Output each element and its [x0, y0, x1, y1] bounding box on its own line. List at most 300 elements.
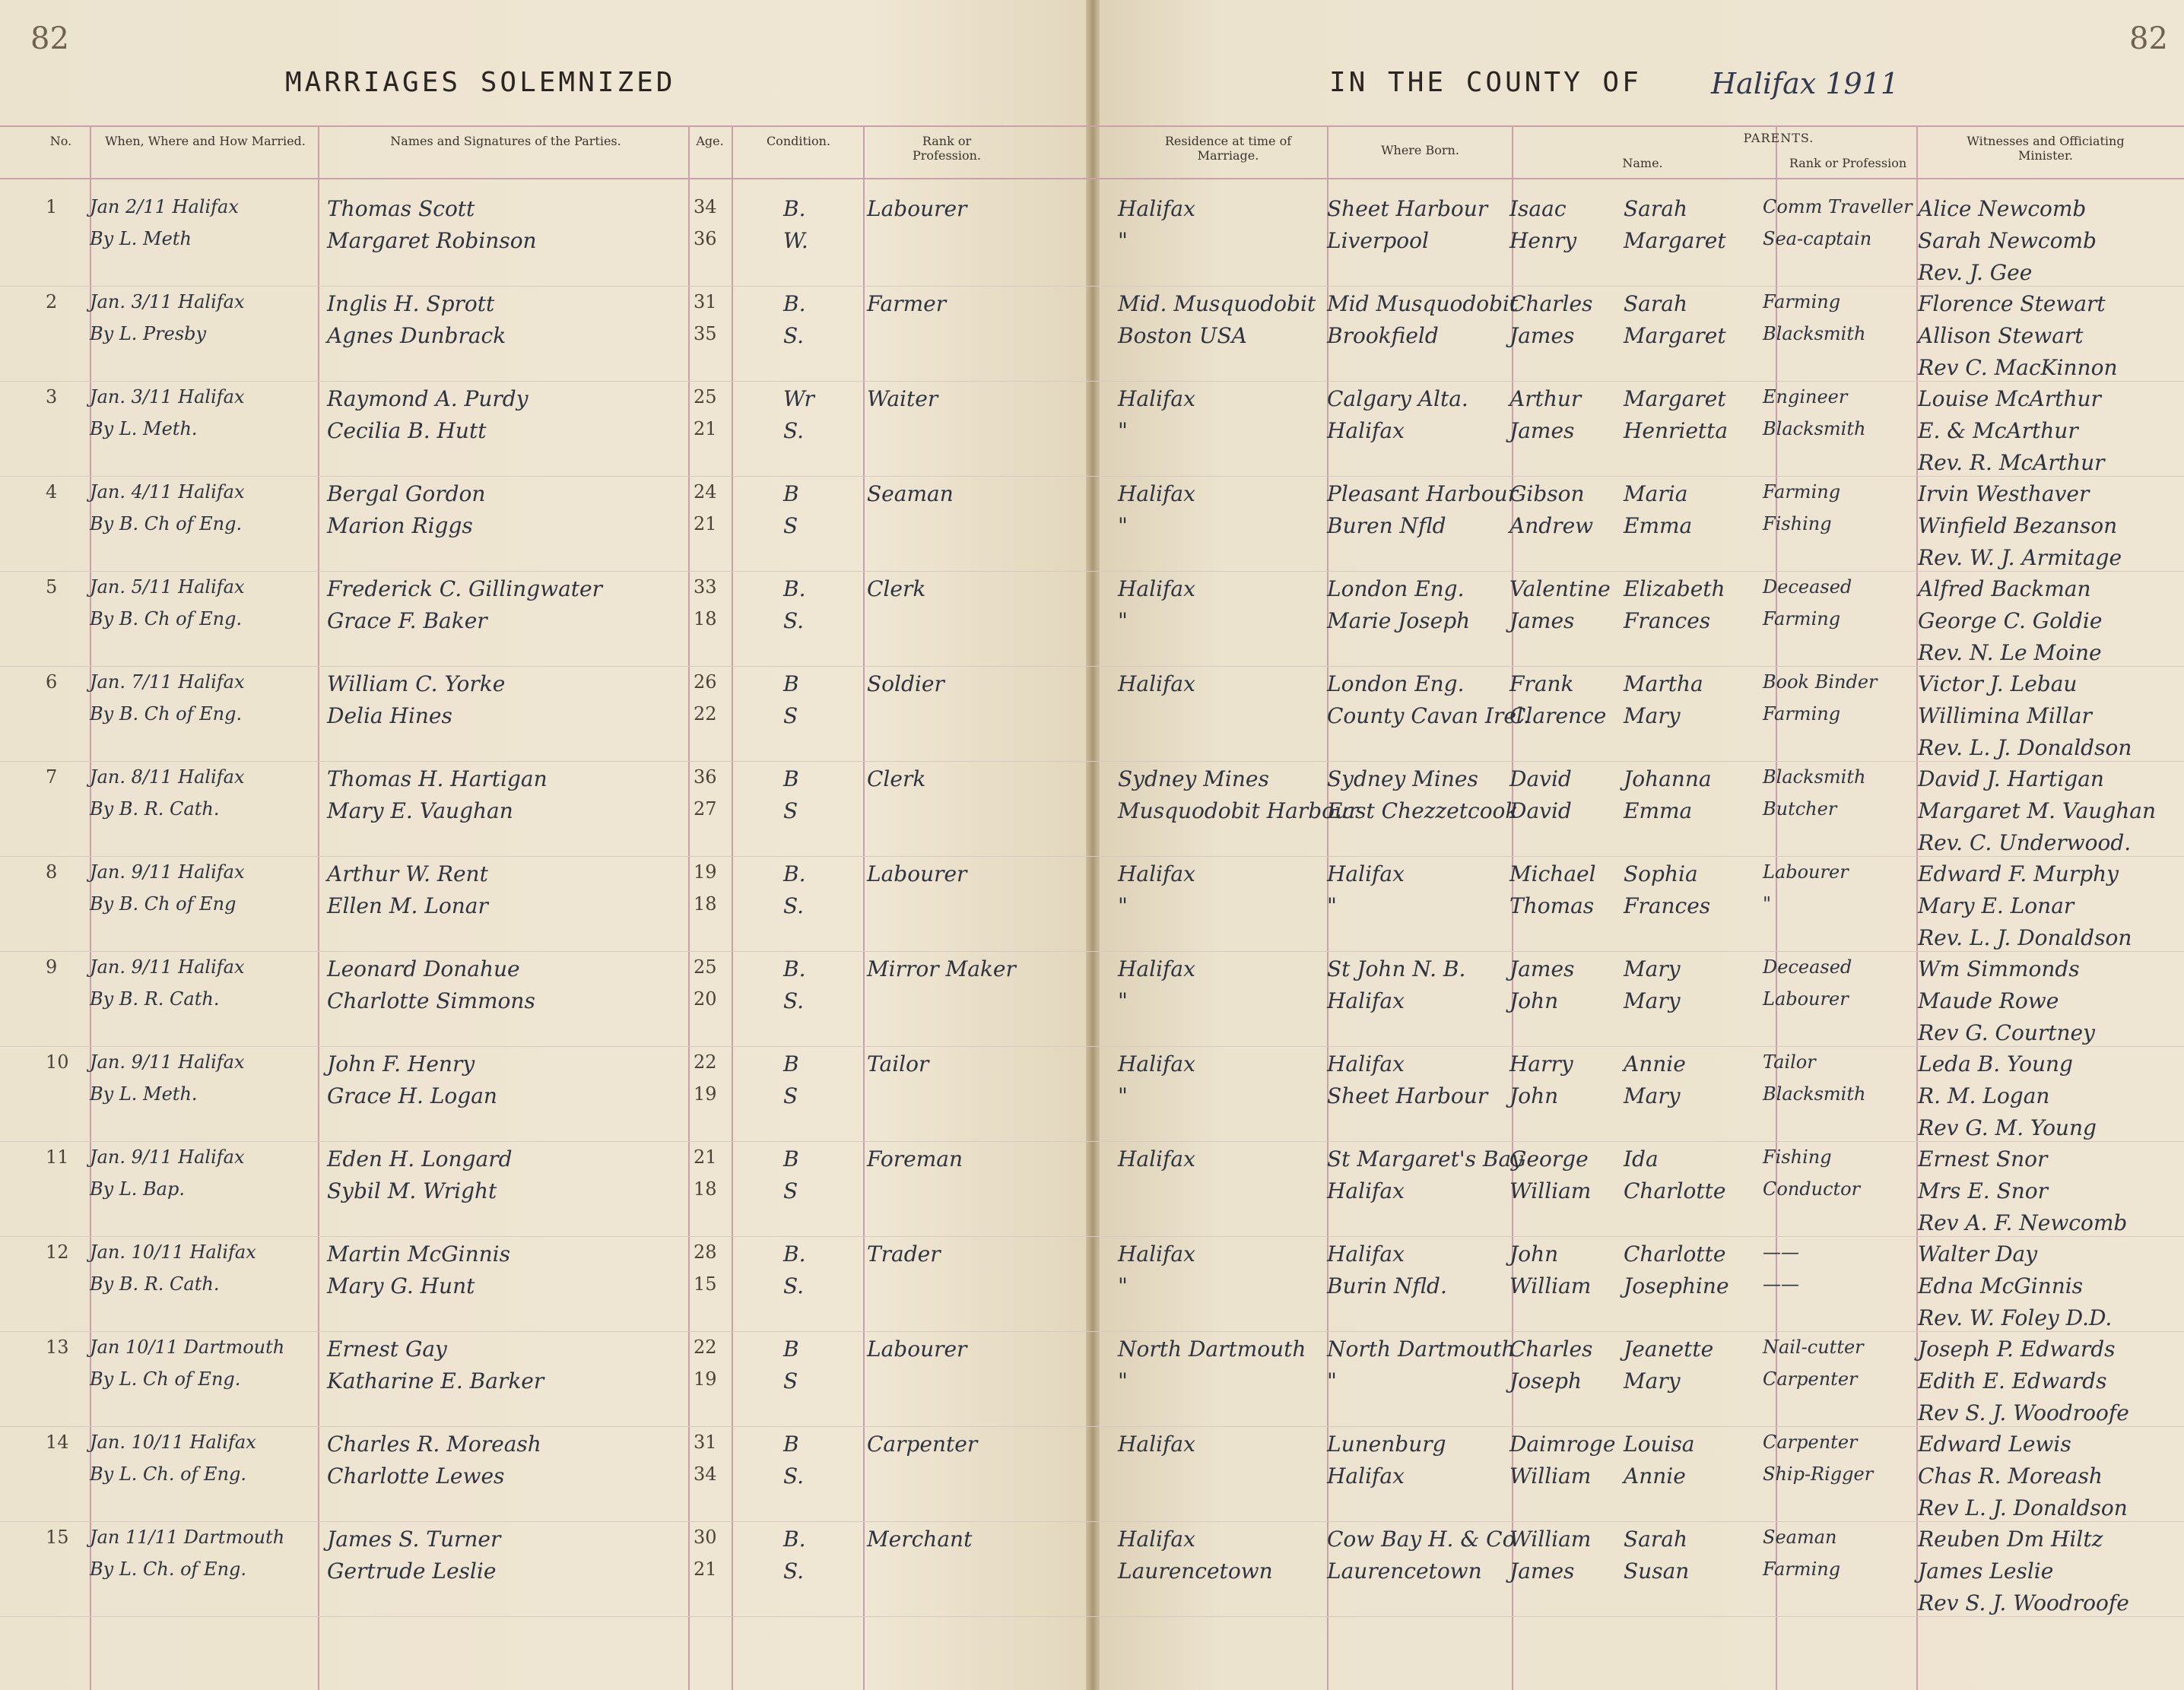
entry-rank-profession: Labourer: [867, 861, 967, 886]
entry-witness-2: Mrs E. Snor: [1918, 1178, 2049, 1203]
entry-groom-mother: Jeanette: [1624, 1336, 1714, 1362]
entry-groom-father: Daimroge: [1509, 1432, 1616, 1457]
entry-bride-condition: S.: [783, 1463, 805, 1489]
entry-when-where: Jan. 9/11 Halifax: [90, 1051, 245, 1073]
entry-witness-1: Victor J. Lebau: [1918, 671, 2078, 696]
entry-groom-father: Charles: [1509, 291, 1593, 316]
entry-bride-birthplace: County Cavan Irel.: [1327, 703, 1530, 728]
entry-number: 15: [46, 1527, 69, 1548]
entry-witness-1: Ernest Snor: [1918, 1146, 2048, 1172]
entry-rule: [0, 1046, 2184, 1047]
entry-groom-condition: B.: [783, 956, 806, 981]
entry-witness-1: Reuben Dm Hiltz: [1918, 1527, 2103, 1552]
entry-number: 1: [46, 196, 58, 217]
entry-witness-2: R. M. Logan: [1918, 1083, 2050, 1108]
page-number-left: 82: [30, 21, 69, 56]
entry-number: 4: [46, 481, 58, 503]
entry-minister: Rev. L. J. Donaldson: [1918, 735, 2132, 760]
entry-bride-condition: S.: [783, 323, 805, 348]
entry-groom-parent-profession: Seaman: [1763, 1527, 1837, 1548]
entry-groom-condition: B.: [783, 1527, 806, 1552]
entry-groom-residence: Halifax: [1118, 386, 1195, 411]
entry-groom-parent-profession: Blacksmith: [1763, 766, 1866, 788]
book-spine: [1086, 0, 1100, 1690]
entry-rank-profession: Foreman: [867, 1146, 963, 1172]
entry-bride-condition: S.: [783, 988, 805, 1013]
entry-witness-1: Florence Stewart: [1918, 291, 2106, 316]
entry-bride-condition: S: [783, 513, 798, 538]
entry-bride-name: Charlotte Lewes: [327, 1463, 505, 1489]
entry-groom-name: James S. Turner: [327, 1527, 501, 1552]
entry-bride-father: Clarence: [1509, 703, 1607, 728]
entry-number: 13: [46, 1336, 69, 1358]
entry-bride-birthplace: Halifax: [1327, 418, 1405, 443]
entry-groom-birthplace: St John N. B.: [1327, 956, 1466, 981]
entry-bride-age: 22: [694, 703, 717, 725]
entry-groom-condition: B.: [783, 1241, 806, 1267]
entry-groom-name: Inglis H. Sprott: [327, 291, 495, 316]
entry-rule: [0, 286, 2184, 287]
entry-when-where: Jan. 5/11 Halifax: [90, 576, 245, 598]
entry-groom-father: David: [1509, 766, 1572, 791]
entry-bride-father: John: [1509, 1083, 1559, 1108]
entry-groom-condition: B: [783, 1146, 799, 1172]
entry-groom-residence: Halifax: [1118, 1051, 1195, 1076]
entry-groom-parent-profession: Engineer: [1763, 386, 1848, 407]
entry-rank-profession: Clerk: [867, 576, 926, 601]
entry-groom-birthplace: North Dartmouth: [1327, 1336, 1516, 1362]
entry-number: 12: [46, 1241, 69, 1263]
entry-witness-2: Maude Rowe: [1918, 988, 2059, 1013]
entry-bride-father: Thomas: [1509, 893, 1595, 918]
entry-rank-profession: Trader: [867, 1241, 941, 1267]
entry-groom-residence: Halifax: [1118, 671, 1195, 696]
entry-witness-2: Margaret M. Vaughan: [1918, 798, 2157, 823]
col-head-when: When, Where and How Married.: [105, 134, 306, 148]
entry-groom-condition: B: [783, 766, 799, 791]
heading-left: MARRIAGES SOLEMNIZED: [285, 67, 676, 98]
entry-bride-father: William: [1509, 1273, 1592, 1298]
entry-groom-mother: Johanna: [1624, 766, 1712, 791]
entry-groom-mother: Mary: [1624, 956, 1681, 981]
entry-bride-birthplace: Halifax: [1327, 988, 1405, 1013]
entry-groom-age: 22: [694, 1051, 717, 1073]
entry-groom-name: Leonard Donahue: [327, 956, 520, 981]
entry-groom-name: Thomas Scott: [327, 196, 475, 221]
entry-rank-profession: Merchant: [867, 1527, 973, 1552]
entry-groom-age: 31: [694, 291, 717, 312]
entry-groom-birthplace: Halifax: [1327, 1241, 1405, 1267]
entry-groom-parent-profession: Deceased: [1763, 576, 1852, 598]
entry-bride-mother: Mary: [1624, 988, 1681, 1013]
entry-bride-mother: Susan: [1624, 1558, 1690, 1584]
entry-groom-mother: Ida: [1624, 1146, 1659, 1172]
entry-rule: [0, 1521, 2184, 1522]
col-head-residence: Residence at time of Marriage.: [1164, 134, 1292, 163]
entry-bride-residence: ": [1118, 1273, 1128, 1298]
entry-when-where: Jan. 9/11 Halifax: [90, 1146, 245, 1168]
entry-groom-name: John F. Henry: [327, 1051, 475, 1076]
entry-groom-parent-profession: Nail-cutter: [1763, 1336, 1864, 1358]
entry-number: 9: [46, 956, 58, 978]
header-bottom-rule: [0, 178, 2184, 179]
entry-rule: [0, 381, 2184, 382]
entry-bride-condition: S.: [783, 1558, 805, 1584]
entry-groom-name: Ernest Gay: [327, 1336, 447, 1362]
entry-bride-birthplace: Halifax: [1327, 1463, 1405, 1489]
entry-groom-birthplace: London Eng.: [1327, 576, 1465, 601]
entry-bride-mother: Emma: [1624, 798, 1693, 823]
entry-groom-birthplace: Pleasant Harbour: [1327, 481, 1519, 506]
entry-bride-age: 19: [694, 1083, 717, 1105]
entry-bride-parent-profession: ": [1763, 893, 1772, 915]
entry-bride-mother: Henrietta: [1624, 418, 1728, 443]
entry-bride-name: Grace F. Baker: [327, 608, 487, 633]
entry-groom-father: Michael: [1509, 861, 1596, 886]
entry-groom-age: 26: [694, 671, 717, 693]
entry-bride-father: Joseph: [1509, 1368, 1582, 1394]
entry-minister: Rev S. J. Woodroofe: [1918, 1590, 2129, 1615]
entry-witness-2: Sarah Newcomb: [1918, 228, 2097, 253]
entry-witness-2: Mary E. Lonar: [1918, 893, 2074, 918]
entry-bride-condition: S.: [783, 893, 805, 918]
entry-bride-mother: Mary: [1624, 703, 1681, 728]
entry-witness-1: Edward Lewis: [1918, 1432, 2071, 1457]
entry-how-married: By L. Bap.: [90, 1178, 185, 1200]
entry-bride-birthplace: Sheet Harbour: [1327, 1083, 1488, 1108]
entry-witness-1: Joseph P. Edwards: [1918, 1336, 2116, 1362]
entry-groom-name: Charles R. Moreash: [327, 1432, 541, 1457]
entry-bride-parent-profession: Ship-Rigger: [1763, 1463, 1874, 1485]
entry-groom-residence: Halifax: [1118, 481, 1195, 506]
col-head-names: Names and Signatures of the Parties.: [390, 134, 621, 148]
entry-minister: Rev G. Courtney: [1918, 1020, 2095, 1045]
entry-bride-parent-profession: Blacksmith: [1763, 323, 1866, 344]
entry-number: 10: [46, 1051, 69, 1073]
entry-bride-condition: S: [783, 1178, 798, 1203]
entry-witness-1: Alfred Backman: [1918, 576, 2091, 601]
entry-bride-age: 27: [694, 798, 717, 820]
entry-bride-father: John: [1509, 988, 1559, 1013]
entry-bride-name: Gertrude Leslie: [327, 1558, 497, 1584]
entry-bride-birthplace: Halifax: [1327, 1178, 1405, 1203]
entry-when-where: Jan. 9/11 Halifax: [90, 861, 245, 883]
column-divider: [1776, 125, 1777, 1690]
entry-number: 14: [46, 1432, 69, 1453]
column-divider: [318, 125, 319, 1690]
entry-bride-age: 18: [694, 1178, 717, 1200]
entry-bride-name: Cecilia B. Hutt: [327, 418, 487, 443]
entry-witness-1: Irvin Westhaver: [1918, 481, 2090, 506]
entry-groom-condition: B: [783, 481, 799, 506]
entry-how-married: By B. Ch of Eng.: [90, 703, 243, 725]
entry-rule: [0, 1426, 2184, 1427]
entry-bride-age: 19: [694, 1368, 717, 1390]
entry-how-married: By B. Ch of Eng: [90, 893, 236, 915]
col-head-no: No.: [49, 134, 72, 148]
entry-bride-father: James: [1509, 418, 1575, 443]
entry-bride-residence: Musquodobit Harbour: [1118, 798, 1359, 823]
entry-bride-name: Marion Riggs: [327, 513, 473, 538]
entry-groom-mother: Annie: [1624, 1051, 1686, 1076]
entry-minister: Rev. W. Foley D.D.: [1918, 1305, 2113, 1330]
entry-bride-name: Ellen M. Lonar: [327, 893, 488, 918]
entry-when-where: Jan 2/11 Halifax: [90, 196, 239, 217]
entry-groom-mother: Charlotte: [1624, 1241, 1726, 1267]
entry-bride-residence: Laurencetown: [1118, 1558, 1273, 1584]
entry-groom-father: Valentine: [1509, 576, 1611, 601]
entry-bride-parent-profession: Farming: [1763, 703, 1841, 725]
entry-bride-mother: Emma: [1624, 513, 1693, 538]
page-number-right: 82: [2129, 21, 2168, 56]
entry-groom-name: William C. Yorke: [327, 671, 506, 696]
entry-how-married: By B. R. Cath.: [90, 1273, 220, 1295]
entry-bride-father: James: [1509, 323, 1575, 348]
entry-groom-name: Martin McGinnis: [327, 1241, 510, 1267]
entry-bride-condition: S: [783, 798, 798, 823]
entry-minister: Rev S. J. Woodroofe: [1918, 1400, 2129, 1425]
entry-how-married: By B. R. Cath.: [90, 988, 220, 1010]
entry-groom-residence: North Dartmouth: [1118, 1336, 1306, 1362]
entry-bride-name: Charlotte Simmons: [327, 988, 535, 1013]
entry-minister: Rev A. F. Newcomb: [1918, 1210, 2128, 1235]
entry-bride-condition: S: [783, 1368, 798, 1394]
entry-groom-father: Charles: [1509, 1336, 1593, 1362]
entry-groom-name: Thomas H. Hartigan: [327, 766, 548, 791]
entry-groom-birthplace: Cow Bay H. & Co: [1327, 1527, 1516, 1552]
entry-witness-1: Leda B. Young: [1918, 1051, 2073, 1076]
entry-rank-profession: Waiter: [867, 386, 938, 411]
entry-bride-parent-profession: Butcher: [1763, 798, 1837, 820]
entry-rule: [0, 476, 2184, 477]
entry-when-where: Jan. 10/11 Halifax: [90, 1241, 256, 1263]
entry-bride-father: James: [1509, 608, 1575, 633]
entry-bride-name: Mary G. Hunt: [327, 1273, 475, 1298]
entry-when-where: Jan 11/11 Dartmouth: [90, 1527, 285, 1548]
entry-number: 11: [46, 1146, 69, 1168]
entry-groom-age: 25: [694, 386, 717, 407]
entry-minister: Rev. C. Underwood.: [1918, 830, 2132, 855]
entry-minister: Rev. J. Gee: [1918, 260, 2033, 285]
entry-bride-age: 18: [694, 608, 717, 629]
entry-bride-parent-profession: Labourer: [1763, 988, 1849, 1010]
entry-rank-profession: Tailor: [867, 1051, 929, 1076]
entry-groom-father: John: [1509, 1241, 1559, 1267]
entry-groom-condition: B.: [783, 291, 806, 316]
entry-groom-residence: Halifax: [1118, 196, 1195, 221]
entry-groom-mother: Margaret: [1624, 386, 1726, 411]
entry-witness-2: E. & McArthur: [1918, 418, 2078, 443]
entry-groom-age: 31: [694, 1432, 717, 1453]
entry-groom-mother: Sophia: [1624, 861, 1698, 886]
county-name: Halifax 1911: [1711, 67, 1900, 100]
entry-groom-birthplace: Halifax: [1327, 861, 1405, 886]
entry-when-where: Jan. 8/11 Halifax: [90, 766, 245, 788]
entry-bride-age: 18: [694, 893, 717, 915]
entry-bride-birthplace: Buren Nfld: [1327, 513, 1446, 538]
entry-bride-condition: S.: [783, 1273, 805, 1298]
entry-groom-age: 28: [694, 1241, 717, 1263]
entry-minister: Rev C. MacKinnon: [1918, 355, 2118, 380]
entry-groom-condition: B.: [783, 576, 806, 601]
entry-groom-condition: Wr: [783, 386, 814, 411]
entry-groom-birthplace: Calgary Alta.: [1327, 386, 1468, 411]
entry-bride-parent-profession: Farming: [1763, 608, 1841, 629]
heading-right: IN THE COUNTY OF: [1329, 67, 1642, 98]
col-head-age: Age.: [696, 134, 724, 148]
entry-rule: [0, 571, 2184, 572]
entry-groom-age: 21: [694, 1146, 717, 1168]
entry-witness-1: Walter Day: [1918, 1241, 2038, 1267]
entry-groom-father: James: [1509, 956, 1575, 981]
entry-rule: [0, 1236, 2184, 1237]
entry-groom-birthplace: Sydney Mines: [1327, 766, 1478, 791]
entry-bride-birthplace: Brookfield: [1327, 323, 1439, 348]
entry-witness-2: James Leslie: [1918, 1558, 2054, 1584]
entry-how-married: By L. Ch. of Eng.: [90, 1558, 247, 1580]
entry-groom-age: 25: [694, 956, 717, 978]
entry-when-where: Jan. 9/11 Halifax: [90, 956, 245, 978]
entry-rank-profession: Seaman: [867, 481, 954, 506]
entry-groom-birthplace: Lunenburg: [1327, 1432, 1446, 1457]
entry-witness-1: David J. Hartigan: [1918, 766, 2104, 791]
entry-groom-father: William: [1509, 1527, 1592, 1552]
entry-bride-age: 34: [694, 1463, 717, 1485]
entry-number: 8: [46, 861, 58, 883]
entry-groom-parent-profession: Fishing: [1763, 1146, 1832, 1168]
entry-how-married: By B. Ch of Eng.: [90, 513, 243, 534]
entry-bride-mother: Margaret: [1624, 228, 1726, 253]
entry-groom-father: Isaac: [1509, 196, 1567, 221]
entry-bride-father: Andrew: [1509, 513, 1594, 538]
entry-groom-name: Arthur W. Rent: [327, 861, 488, 886]
entry-bride-mother: Mary: [1624, 1368, 1681, 1394]
entry-bride-condition: W.: [783, 228, 808, 253]
entry-number: 6: [46, 671, 58, 693]
entry-witness-1: Louise McArthur: [1918, 386, 2101, 411]
entry-witness-2: Edna McGinnis: [1918, 1273, 2084, 1298]
entry-rank-profession: Clerk: [867, 766, 926, 791]
entry-bride-parent-profession: Farming: [1763, 1558, 1841, 1580]
entry-witness-1: Wm Simmonds: [1918, 956, 2080, 981]
entry-groom-residence: Halifax: [1118, 1527, 1195, 1552]
entry-groom-mother: Maria: [1624, 481, 1688, 506]
entry-groom-birthplace: London Eng.: [1327, 671, 1465, 696]
entry-groom-parent-profession: Farming: [1763, 291, 1841, 312]
col-head-parent-rank: Rank or Profession: [1789, 156, 1907, 170]
entry-groom-residence: Halifax: [1118, 861, 1195, 886]
entry-bride-birthplace: Burin Nfld.: [1327, 1273, 1447, 1298]
entry-witness-2: Willimina Millar: [1918, 703, 2092, 728]
entry-groom-parent-profession: Tailor: [1763, 1051, 1816, 1073]
entry-groom-birthplace: St Margaret's Bay: [1327, 1146, 1523, 1172]
entry-groom-condition: B: [783, 1336, 799, 1362]
entry-groom-parent-profession: ——: [1763, 1241, 1799, 1263]
entry-bride-father: William: [1509, 1178, 1592, 1203]
entry-how-married: By L. Ch of Eng.: [90, 1368, 241, 1390]
entry-groom-name: Frederick C. Gillingwater: [327, 576, 603, 601]
entry-rule: [0, 1331, 2184, 1332]
entry-bride-parent-profession: Sea-captain: [1763, 228, 1872, 249]
entry-groom-mother: Elizabeth: [1624, 576, 1725, 601]
entry-bride-birthplace: ": [1327, 893, 1337, 918]
entry-rank-profession: Soldier: [867, 671, 944, 696]
entry-how-married: By L. Meth: [90, 228, 192, 249]
entry-rank-profession: Farmer: [867, 291, 947, 316]
entry-groom-age: 19: [694, 861, 717, 883]
entry-groom-residence: Halifax: [1118, 1146, 1195, 1172]
entry-rank-profession: Carpenter: [867, 1432, 978, 1457]
entry-witness-2: George C. Goldie: [1918, 608, 2103, 633]
entry-groom-age: 34: [694, 196, 717, 217]
entry-groom-parent-profession: Deceased: [1763, 956, 1852, 978]
entry-bride-mother: Josephine: [1624, 1273, 1729, 1298]
col-head-witnesses: Witnesses and Officiating Minister.: [1967, 134, 2125, 163]
entry-groom-mother: Martha: [1624, 671, 1703, 696]
col-head-born: Where Born.: [1381, 143, 1459, 157]
entry-groom-age: 36: [694, 766, 717, 788]
entry-number: 7: [46, 766, 58, 788]
entry-bride-name: Agnes Dunbrack: [327, 323, 506, 348]
entry-bride-mother: Frances: [1624, 608, 1711, 633]
entry-witness-2: Chas R. Moreash: [1918, 1463, 2103, 1489]
entry-groom-mother: Sarah: [1624, 196, 1687, 221]
entry-bride-name: Grace H. Logan: [327, 1083, 497, 1108]
entry-groom-father: George: [1509, 1146, 1589, 1172]
entry-groom-age: 33: [694, 576, 717, 598]
entry-bride-condition: S.: [783, 418, 805, 443]
entry-bride-residence: ": [1118, 988, 1128, 1013]
entry-bride-parent-profession: Conductor: [1763, 1178, 1861, 1200]
entry-bride-condition: S: [783, 1083, 798, 1108]
entry-rank-profession: Labourer: [867, 1336, 967, 1362]
entry-groom-name: Bergal Gordon: [327, 481, 486, 506]
entry-how-married: By L. Ch. of Eng.: [90, 1463, 247, 1485]
entry-rank-profession: Labourer: [867, 196, 967, 221]
entry-when-where: Jan. 3/11 Halifax: [90, 386, 245, 407]
entry-bride-birthplace: Marie Joseph: [1327, 608, 1471, 633]
col-head-condition: Condition.: [766, 134, 831, 148]
entry-rule: [0, 1616, 2184, 1617]
entry-bride-mother: Annie: [1624, 1463, 1686, 1489]
entry-groom-condition: B.: [783, 196, 806, 221]
entry-groom-residence: Mid. Musquodobit: [1118, 291, 1316, 316]
entry-groom-father: Harry: [1509, 1051, 1573, 1076]
entry-bride-age: 36: [694, 228, 717, 249]
entry-witness-1: Edward F. Murphy: [1918, 861, 2119, 886]
column-divider: [732, 125, 733, 1690]
entry-groom-condition: B.: [783, 861, 806, 886]
entry-bride-birthplace: East Chezzetcook: [1327, 798, 1519, 823]
entry-bride-name: Delia Hines: [327, 703, 452, 728]
entry-groom-age: 30: [694, 1527, 717, 1548]
entry-bride-father: James: [1509, 1558, 1575, 1584]
entry-groom-parent-profession: Farming: [1763, 481, 1841, 503]
entry-number: 5: [46, 576, 58, 598]
entry-minister: Rev. N. Le Moine: [1918, 640, 2102, 665]
entry-bride-mother: Frances: [1624, 893, 1711, 918]
entry-when-where: Jan. 4/11 Halifax: [90, 481, 245, 503]
entry-groom-birthplace: Halifax: [1327, 1051, 1405, 1076]
entry-rank-profession: Mirror Maker: [867, 956, 1016, 981]
column-divider: [688, 125, 690, 1690]
entry-bride-name: Mary E. Vaughan: [327, 798, 513, 823]
entry-minister: Rev. W. J. Armitage: [1918, 545, 2122, 570]
entry-witness-1: Alice Newcomb: [1918, 196, 2087, 221]
entry-groom-mother: Sarah: [1624, 1527, 1687, 1552]
entry-groom-parent-profession: Labourer: [1763, 861, 1849, 883]
header-top-rule: [0, 125, 2184, 127]
